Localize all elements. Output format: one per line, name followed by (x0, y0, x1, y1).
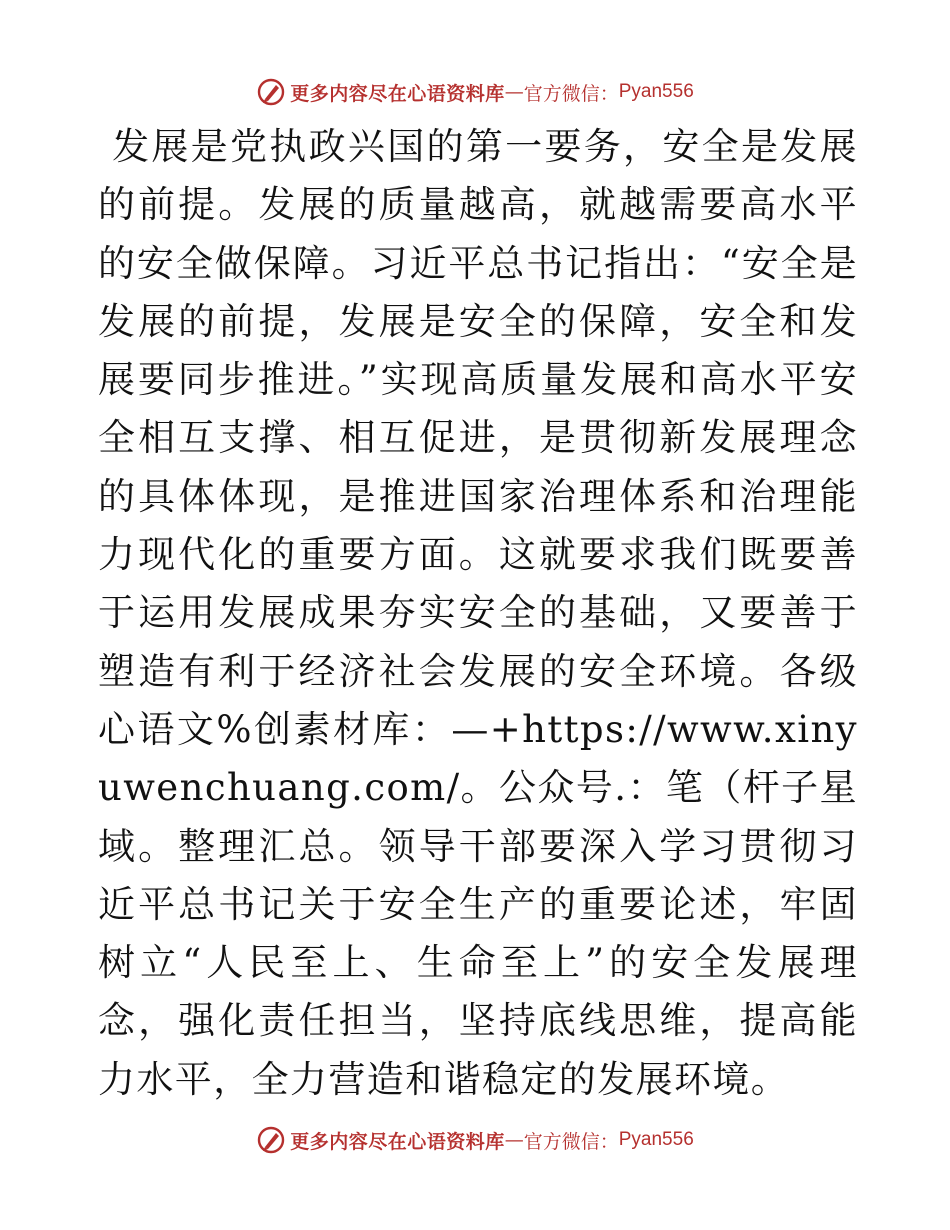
body-paragraph: 发展是党执政兴国的第一要务，安全是发展的前提。发展的质量越高，就越需要高水平的安全做保障。习近平总书记指出：“安全是发展的前提，发展是安全的保障，安全和发展要同步推进。”实现高质量发展和高水平安全相互支撑、相互促进，是贯彻新发展理念的具体体现，是推进国家治理体系和治理能力现代化的重要方面。这就要求我们既要善于运用发展成果夯实安全的基础，又要善于塑造有利于经济社会发展的安全环境。各级心语文%创素材库：—+https://www.xinyuwenchuang.com/。公众号.：笔（杆子星域。整理汇总。领导干部要深入学习贯彻习近平总书记关于安全生产的重要论述，牢固树立“人民至上、生命至上”的安全发展理念，强化责任担当，坚持底线思维，提高能力水平，全力营造和谐稳定的发展环境。 (98, 125, 858, 1101)
document-body (98, 118, 858, 1109)
footer-banner (0, 1120, 950, 1160)
header-separator: — (504, 81, 524, 103)
pen-logo-icon (256, 77, 286, 107)
pen-logo-icon (256, 1125, 286, 1155)
header-banner (0, 72, 950, 112)
footer-wechat-label: 官方微信： (523, 1130, 619, 1153)
header-promo-text: 更多内容尽在心语资料库 (290, 82, 505, 105)
footer-wechat-id: Pyan556 (618, 1129, 694, 1150)
footer-promo-text: 更多内容尽在心语资料库 (290, 1130, 505, 1153)
header-wechat-label: 官方微信： (523, 82, 619, 105)
header-wechat-id: Pyan556 (618, 81, 694, 102)
footer-separator: — (504, 1129, 524, 1151)
